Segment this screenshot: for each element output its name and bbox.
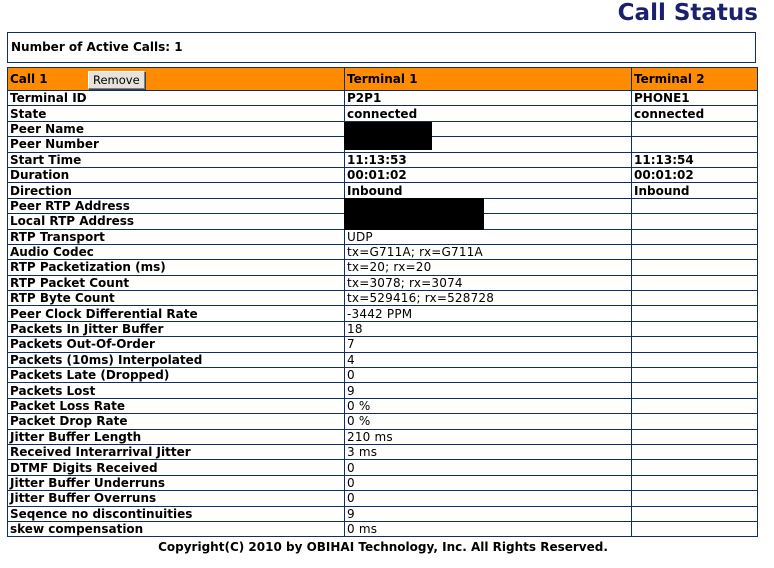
terminal1-header: Terminal 1 bbox=[345, 68, 632, 91]
row-label: Packets (10ms) Interpolated bbox=[8, 352, 345, 367]
table-row bbox=[8, 383, 758, 398]
row-label: Peer Number bbox=[8, 137, 345, 152]
table-row bbox=[8, 244, 758, 259]
terminal1-value: 0 ms bbox=[345, 521, 632, 536]
row-label: Duration bbox=[8, 167, 345, 182]
page-title: Call Status bbox=[617, 0, 758, 26]
terminal2-value bbox=[632, 352, 758, 367]
call-header-cell bbox=[8, 68, 345, 91]
redacted-rtp-addresses bbox=[344, 198, 484, 230]
terminal2-value bbox=[632, 291, 758, 306]
table-row bbox=[8, 352, 758, 367]
table-row bbox=[8, 152, 758, 167]
terminal2-value bbox=[632, 368, 758, 383]
terminal1-value: 18 bbox=[345, 321, 632, 336]
call-label: Call 1 bbox=[10, 72, 48, 86]
table-row bbox=[8, 475, 758, 490]
table-row bbox=[8, 275, 758, 290]
terminal1-value: UDP bbox=[345, 229, 632, 244]
terminal1-value: 0 bbox=[345, 491, 632, 506]
terminal2-value bbox=[632, 506, 758, 521]
terminal2-value bbox=[632, 306, 758, 321]
table-row bbox=[8, 167, 758, 182]
terminal2-value bbox=[632, 137, 758, 152]
terminal1-value: tx=529416; rx=528728 bbox=[345, 291, 632, 306]
table-row bbox=[8, 521, 758, 536]
terminal2-value: 00:01:02 bbox=[632, 167, 758, 182]
terminal2-value bbox=[632, 475, 758, 490]
terminal1-value: tx=G711A; rx=G711A bbox=[345, 244, 632, 259]
table-row bbox=[8, 291, 758, 306]
terminal2-value bbox=[632, 398, 758, 413]
terminal2-value bbox=[632, 321, 758, 336]
terminal2-value bbox=[632, 414, 758, 429]
terminal1-value: 0 bbox=[345, 475, 632, 490]
terminal2-value bbox=[632, 521, 758, 536]
terminal2-value bbox=[632, 383, 758, 398]
terminal2-value bbox=[632, 275, 758, 290]
terminal2-value bbox=[632, 444, 758, 459]
row-label: Peer Clock Differential Rate bbox=[8, 306, 345, 321]
row-label: Received Interarrival Jitter bbox=[8, 444, 345, 459]
table-row bbox=[8, 398, 758, 413]
row-label: RTP Packet Count bbox=[8, 275, 345, 290]
terminal2-value: Inbound bbox=[632, 183, 758, 198]
copyright-footer: Copyright(C) 2010 by OBIHAI Technology, Inc. All Rights Reserved. bbox=[158, 540, 608, 554]
row-label: RTP Transport bbox=[8, 229, 345, 244]
row-label: Packet Drop Rate bbox=[8, 414, 345, 429]
terminal2-value bbox=[632, 229, 758, 244]
table-row bbox=[8, 460, 758, 475]
row-label: Local RTP Address bbox=[8, 214, 345, 229]
terminal1-value: connected bbox=[345, 106, 632, 121]
terminal1-value: Inbound bbox=[345, 183, 632, 198]
row-label: skew compensation bbox=[8, 521, 345, 536]
active-calls-text: Number of Active Calls: 1 bbox=[11, 40, 183, 54]
table-row bbox=[8, 429, 758, 444]
row-label: Jitter Buffer Underruns bbox=[8, 475, 345, 490]
row-label: Direction bbox=[8, 183, 345, 198]
terminal2-value bbox=[632, 491, 758, 506]
table-row bbox=[8, 229, 758, 244]
terminal1-value: 3 ms bbox=[345, 444, 632, 459]
terminal2-value bbox=[632, 121, 758, 136]
row-label: Peer Name bbox=[8, 121, 345, 136]
row-label: RTP Packetization (ms) bbox=[8, 260, 345, 275]
table-row bbox=[8, 183, 758, 198]
terminal1-value: tx=3078; rx=3074 bbox=[345, 275, 632, 290]
terminal1-value: 7 bbox=[345, 337, 632, 352]
terminal1-value: -3442 PPM bbox=[345, 306, 632, 321]
table-header-row bbox=[8, 68, 758, 91]
active-calls-summary bbox=[7, 32, 756, 63]
table-row bbox=[8, 260, 758, 275]
terminal1-value: 4 bbox=[345, 352, 632, 367]
row-label: Jitter Buffer Length bbox=[8, 429, 345, 444]
row-label: Packets Late (Dropped) bbox=[8, 368, 345, 383]
row-label: Terminal ID bbox=[8, 91, 345, 106]
terminal1-value: 0 % bbox=[345, 414, 632, 429]
table-row bbox=[8, 106, 758, 121]
terminal2-value bbox=[632, 260, 758, 275]
terminal2-value: PHONE1 bbox=[632, 91, 758, 106]
terminal1-value: 00:01:02 bbox=[345, 167, 632, 182]
table-row bbox=[8, 368, 758, 383]
table-row bbox=[8, 414, 758, 429]
row-label: Packet Loss Rate bbox=[8, 398, 345, 413]
terminal2-value bbox=[632, 198, 758, 213]
row-label: RTP Byte Count bbox=[8, 291, 345, 306]
table-row bbox=[8, 91, 758, 106]
terminal1-value: P2P1 bbox=[345, 91, 632, 106]
terminal1-value: 11:13:53 bbox=[345, 152, 632, 167]
terminal2-value: connected bbox=[632, 106, 758, 121]
terminal1-value: 0 bbox=[345, 460, 632, 475]
terminal1-value: tx=20; rx=20 bbox=[345, 260, 632, 275]
row-label: Audio Codec bbox=[8, 244, 345, 259]
row-label: Jitter Buffer Overruns bbox=[8, 491, 345, 506]
terminal1-value: 0 bbox=[345, 368, 632, 383]
table-row bbox=[8, 321, 758, 336]
terminal2-value bbox=[632, 337, 758, 352]
terminal1-value: 0 % bbox=[345, 398, 632, 413]
row-label: Peer RTP Address bbox=[8, 198, 345, 213]
table-row bbox=[8, 506, 758, 521]
terminal1-value: 9 bbox=[345, 383, 632, 398]
terminal1-value: 210 ms bbox=[345, 429, 632, 444]
terminal1-value: 9 bbox=[345, 506, 632, 521]
row-label: Seqence no discontinuities bbox=[8, 506, 345, 521]
row-label: Packets Out-Of-Order bbox=[8, 337, 345, 352]
terminal2-value: 11:13:54 bbox=[632, 152, 758, 167]
table-row bbox=[8, 306, 758, 321]
table-row bbox=[8, 444, 758, 459]
row-label: Start Time bbox=[8, 152, 345, 167]
table-row bbox=[8, 491, 758, 506]
remove-call-button[interactable]: Remove bbox=[88, 71, 145, 89]
terminal2-value bbox=[632, 244, 758, 259]
row-label: Packets In Jitter Buffer bbox=[8, 321, 345, 336]
redacted-peer-info bbox=[344, 122, 432, 150]
row-label: Packets Lost bbox=[8, 383, 345, 398]
row-label: State bbox=[8, 106, 345, 121]
terminal2-value bbox=[632, 460, 758, 475]
terminal2-header: Terminal 2 bbox=[632, 68, 758, 91]
row-label: DTMF Digits Received bbox=[8, 460, 345, 475]
terminal2-value bbox=[632, 214, 758, 229]
terminal2-value bbox=[632, 429, 758, 444]
table-row bbox=[8, 337, 758, 352]
